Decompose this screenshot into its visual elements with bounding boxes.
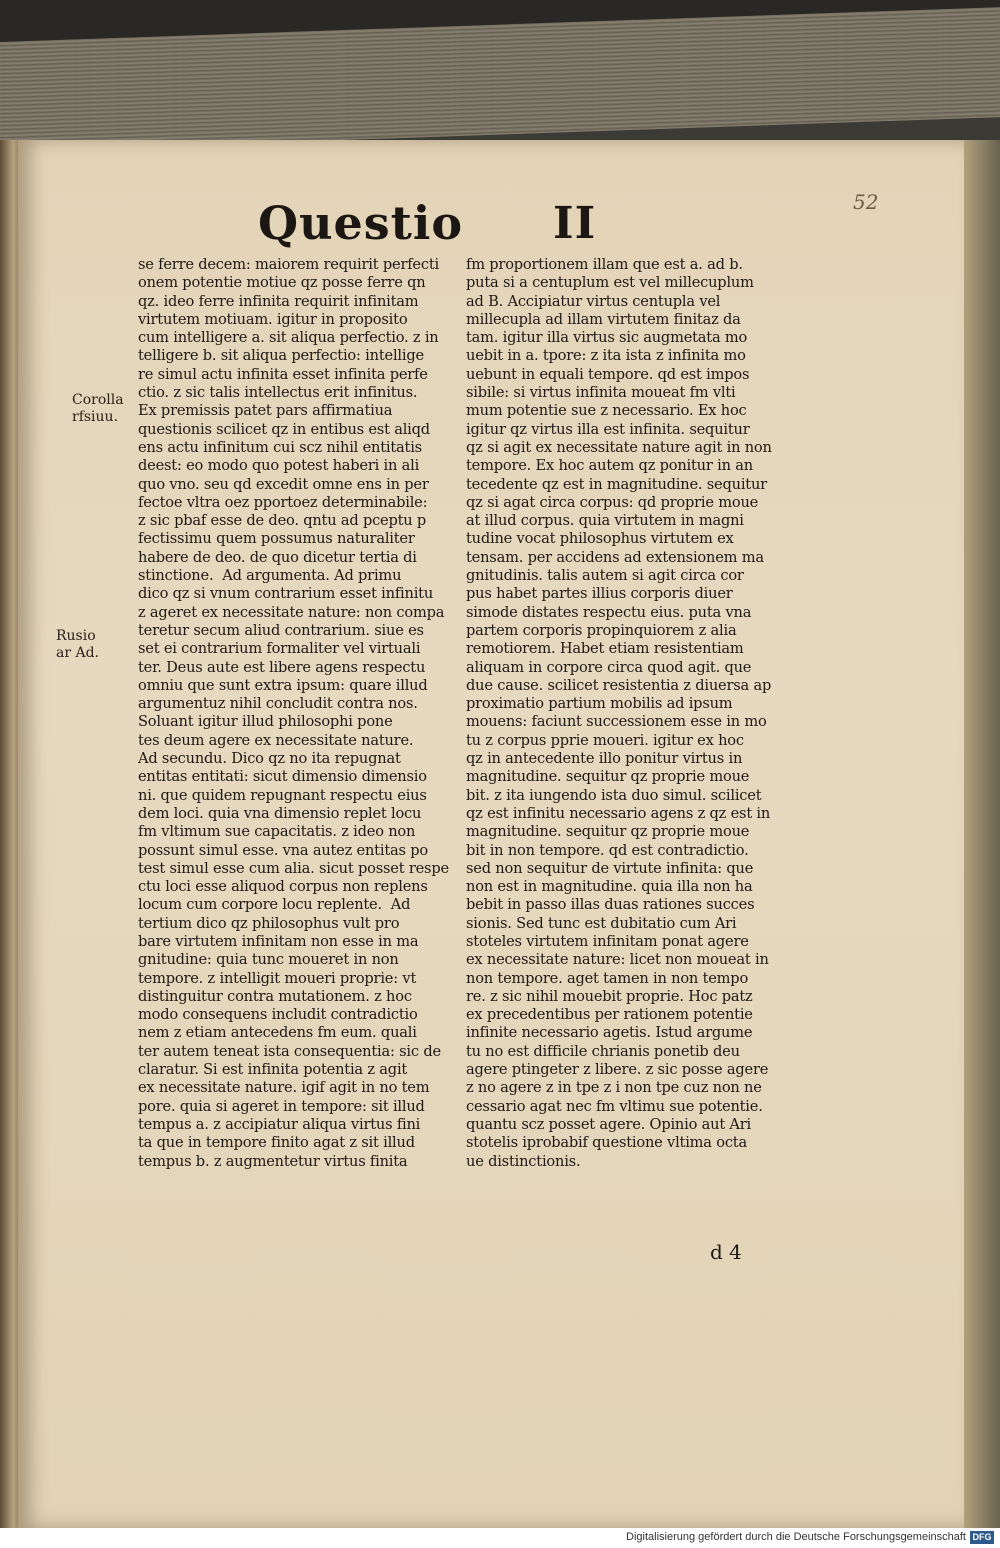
text-line: cessario agat nec fm vltimu sue potentie. xyxy=(466,1097,763,1115)
text-line: mouens: faciunt successionem esse in mo xyxy=(466,713,767,731)
text-line: infinite necessario agetis. Istud argume xyxy=(466,1024,753,1042)
text-line: bare virtutem infinitam non esse in ma xyxy=(138,932,419,950)
text-line: tempore. Ex hoc autem qz ponitur in an xyxy=(466,457,753,475)
text-line: sibile: si virtus infinita moueat fm vlti xyxy=(466,384,736,402)
text-line: z ageret ex necessitate nature: non compa xyxy=(138,603,445,621)
text-line: ens actu infinitum cui scz nihil entitatis xyxy=(138,438,422,456)
text-line: tu z corpus pprie moueri. igitur ex hoc xyxy=(466,731,744,749)
text-line: due cause. scilicet resistentia z diuersa ap xyxy=(466,676,772,694)
text-line: uebit in a. tpore: z ita ista z infinita mo xyxy=(466,347,746,365)
text-line: puta si a centuplum est vel millecuplum xyxy=(466,274,754,292)
text-column-left xyxy=(138,256,468,1171)
text-line: Soluant igitur illud philosophi pone xyxy=(138,713,393,731)
text-line: simode distates respectu eius. puta vna xyxy=(466,603,752,621)
text-line: set ei contrarium formaliter vel virtuali xyxy=(138,640,421,658)
text-line: ue distinctionis. xyxy=(466,1152,581,1170)
text-line: re. z sic nihil mouebit proprie. Hoc patz xyxy=(466,987,753,1005)
text-line: dico qz si vnum contrarium esset infinitu xyxy=(138,585,434,603)
text-line: at illud corpus. quia virtutem in magni xyxy=(466,512,744,530)
text-line: pore. quia si ageret in tempore: sit illud xyxy=(138,1097,425,1115)
text-line: tempus a. z accipiatur aliqua virtus fini xyxy=(138,1115,421,1133)
text-line: questionis scilicet qz in entibus est aliqd xyxy=(138,420,430,438)
book-page xyxy=(18,140,964,1528)
text-line: tecedente qz est in magnitudine. sequitur xyxy=(466,475,767,493)
text-line: tensam. per accidens ad extensionem ma xyxy=(466,548,764,566)
text-line: tempus b. z augmentetur virtus finita xyxy=(138,1152,408,1170)
text-line: pus habet partes illius corporis diuer xyxy=(466,585,733,603)
text-line: qz si agit ex necessitate nature agit in non xyxy=(466,438,772,456)
text-line: dem loci. quia vna dimensio replet locu xyxy=(138,804,422,822)
text-line: qz in antecedente illo ponitur virtus in xyxy=(466,750,743,768)
text-line: quantu scz posset agere. Opinio aut Ari xyxy=(466,1115,752,1133)
text-line: gnitudinis. talis autem si agit circa cor xyxy=(466,567,744,585)
text-line: tes deum agere ex necessitate nature. xyxy=(138,731,414,749)
text-line: se ferre decem: maiorem requirit perfecti xyxy=(138,256,439,273)
text-line: argumentuz nihil concludit contra nos. xyxy=(138,695,418,713)
text-line: distinguitur contra mutationem. z hoc xyxy=(138,987,412,1005)
text-line: quo vno. seu qd excedit omne ens in per xyxy=(138,475,429,493)
text-line: fectoe vltra oez pportoez determinabile: xyxy=(138,493,428,511)
text-line: proximatio partium mobilis ad ipsum xyxy=(466,695,733,713)
text-line: z no agere z in tpe z i non tpe cuz non ne xyxy=(466,1079,762,1097)
dfg-logo: DFG xyxy=(970,1531,994,1544)
text-line: Ad secundu. Dico qz no ita repugnat xyxy=(138,750,401,768)
page-heading xyxy=(258,196,678,256)
text-line: test simul esse cum alia. sicut posset respe xyxy=(138,859,449,877)
text-line: bebit in passo illas duas rationes succes xyxy=(466,896,755,914)
text-line: re simul actu infinita esset infinita perfe xyxy=(138,365,428,383)
text-line: locum cum corpore locu replente. Ad xyxy=(138,896,411,914)
text-line: stoteles virtutem infinitam ponat agere xyxy=(466,932,749,950)
text-line: ex necessitate nature: licet non moueat in xyxy=(466,951,769,969)
heading-number: II xyxy=(553,198,597,249)
text-line: ex necessitate nature. igif agit in no tem xyxy=(138,1079,430,1097)
text-line: ta que in tempore finito agat z sit illud xyxy=(138,1134,415,1152)
text-line: omniu que sunt extra ipsum: quare illud xyxy=(138,676,428,694)
text-line: fm vltimum sue capacitatis. z ideo non xyxy=(138,823,416,841)
text-line: Ex premissis patet pars affirmatiua xyxy=(138,402,393,420)
footer-bar xyxy=(0,1528,1000,1548)
text-line: ter autem teneat ista consequentia: sic de xyxy=(138,1042,441,1060)
text-line: tempore. z intelligit moueri proprie: vt xyxy=(138,969,417,987)
text-line: igitur qz virtus illa est infinita. sequitur xyxy=(466,420,750,438)
text-line: ad B. Accipiatur virtus centupla vel xyxy=(466,292,721,310)
text-line: millecupla ad illam virtutem finitaz da xyxy=(466,310,741,328)
text-line: stotelis iprobabif questione vltima octa xyxy=(466,1134,747,1152)
text-line: tam. igitur illa virtus sic augmetata mo xyxy=(466,329,748,347)
text-line: tertium dico qz philosophus vult pro xyxy=(138,914,400,932)
margin-note-corollarium: Corolla rfsiuu. xyxy=(72,392,124,425)
text-line: z sic pbaf esse de deo. qntu ad pceptu p xyxy=(138,512,427,530)
text-line: habere de deo. de quo dicetur tertia di xyxy=(138,548,417,566)
text-line: qz si agat circa corpus: qd proprie moue xyxy=(466,493,759,511)
text-line: non est in magnitudine. quia illa non ha xyxy=(466,878,753,896)
text-line: remotiorem. Habet etiam resistentiam xyxy=(466,640,744,658)
text-line: ter. Deus aute est libere agens respectu xyxy=(138,658,426,676)
text-line: partem corporis propinquiorem z alia xyxy=(466,621,737,639)
text-line: bit. z ita iungendo ista duo simul. scilicet xyxy=(466,786,762,804)
heading-word: Questio xyxy=(258,196,464,250)
text-line: uebunt in equali tempore. qd est impos xyxy=(466,365,750,383)
text-line: sionis. Sed tunc est dubitatio cum Ari xyxy=(466,914,737,932)
folio-number: 52 xyxy=(853,190,879,214)
signature-mark: d 4 xyxy=(710,1240,742,1264)
text-line: ex precedentibus per rationem potentie xyxy=(466,1006,753,1024)
right-page-edges xyxy=(960,140,1000,1528)
text-line: qz est infinitu necessario agens z qz est in xyxy=(466,804,771,822)
text-line: ctu loci esse aliquod corpus non replens xyxy=(138,878,428,896)
text-line: stinctione. Ad argumenta. Ad primu xyxy=(138,567,402,585)
text-line: magnitudine. sequitur qz proprie moue xyxy=(466,768,750,786)
text-line: agere ptingeter z libere. z sic posse agere xyxy=(466,1061,769,1079)
text-line: nem z etiam antecedens fm eum. quali xyxy=(138,1024,417,1042)
text-line: qz. ideo ferre infinita requirit infinitam xyxy=(138,292,419,310)
text-line: ctio. z sic talis intellectus erit infinitus. xyxy=(138,384,418,402)
funding-credit: Digitalisierung gefördert durch die Deutsche Forschungsgemeinschaft xyxy=(626,1531,966,1543)
text-line: telligere b. sit aliqua perfectio: intellige xyxy=(138,347,424,365)
text-line: magnitudine. sequitur qz proprie moue xyxy=(466,823,750,841)
text-line: gnitudine: quia tunc moueret in non xyxy=(138,951,399,969)
text-line: mum potentie sue z necessario. Ex hoc xyxy=(466,402,747,420)
text-line: bit in non tempore. qd est contradictio. xyxy=(466,841,749,859)
text-line: virtutem motiuam. igitur in proposito xyxy=(138,310,408,328)
margin-note-responsio: Rusio ar Ad. xyxy=(56,628,100,661)
text-line: teretur secum aliud contrarium. siue es xyxy=(138,621,424,639)
text-line: aliquam in corpore circa quod agit. que xyxy=(466,658,752,676)
text-line: deest: eo modo quo potest haberi in ali xyxy=(138,457,420,475)
text-line: non tempore. aget tamen in non tempo xyxy=(466,969,749,987)
text-line: tudine vocat philosophus virtutem ex xyxy=(466,530,734,548)
text-line: claratur. Si est infinita potentia z agit xyxy=(138,1061,408,1079)
text-line: tu no est difficile chrianis ponetib deu xyxy=(466,1042,740,1060)
text-line: fm proportionem illam que est a. ad b. xyxy=(466,256,743,273)
text-column-right xyxy=(466,256,811,1171)
text-line: modo consequens includit contradictio xyxy=(138,1006,418,1024)
text-line: onem potentie motiue qz posse ferre qn xyxy=(138,274,426,292)
text-line: fectissimu quem possumus naturaliter xyxy=(138,530,415,548)
text-line: cum intelligere a. sit aliqua perfectio. z in xyxy=(138,329,439,347)
text-line: possunt simul esse. vna autez entitas po xyxy=(138,841,428,859)
text-line: ni. que quidem repugnant respectu eius xyxy=(138,786,427,804)
text-line: entitas entitati: sicut dimensio dimensio xyxy=(138,768,427,786)
text-line: sed non sequitur de virtute infinita: que xyxy=(466,859,754,877)
